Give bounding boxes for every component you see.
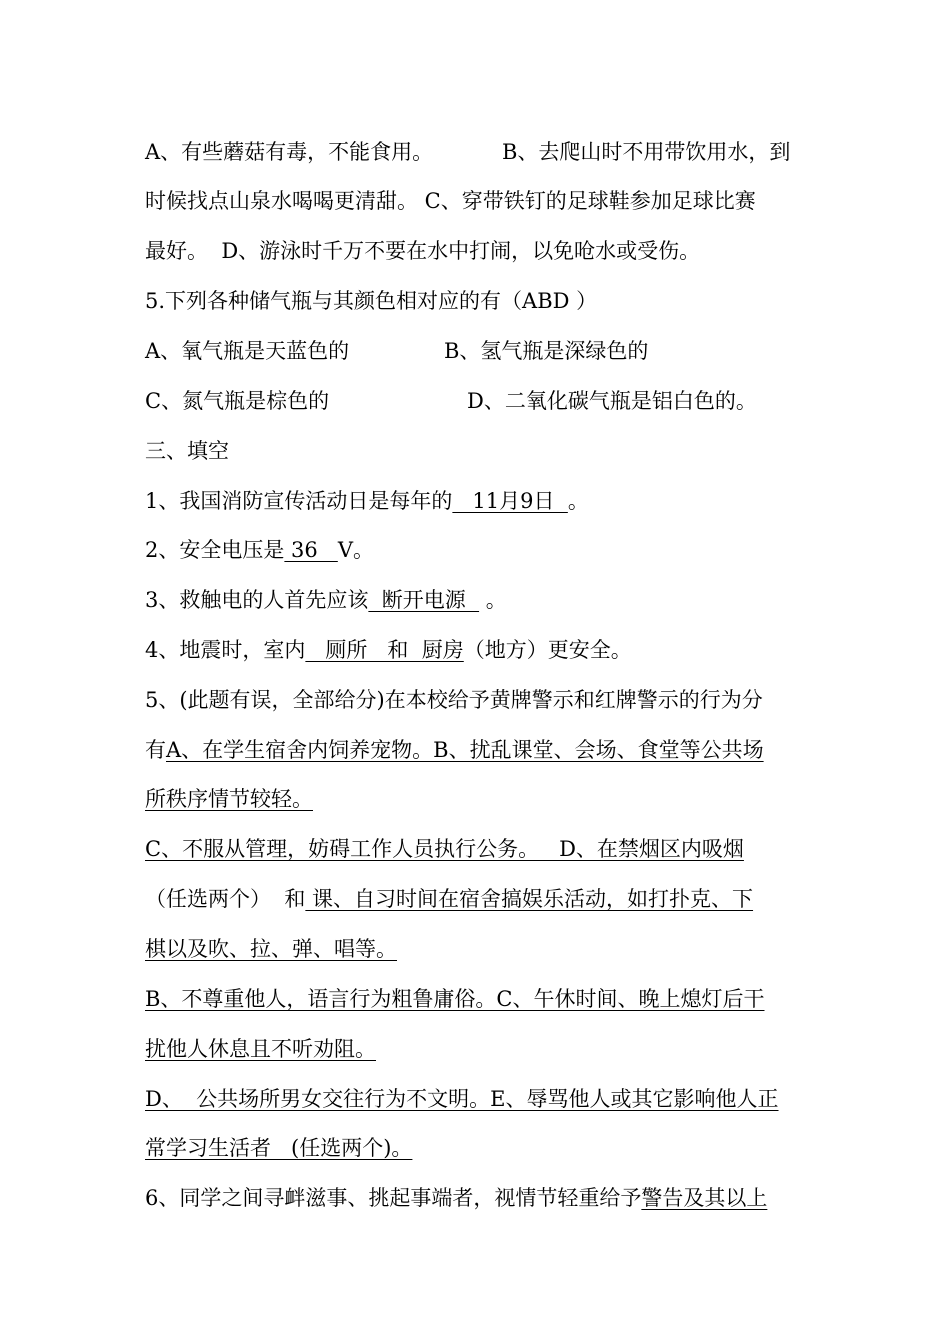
answer-text: 所秩序情节较轻。 xyxy=(145,787,313,811)
fill-blank-line xyxy=(145,585,507,615)
line-text: 。 xyxy=(479,588,507,612)
line-text: 6、同学之间寻衅滋事、挑起事端者，视情节轻重给予 xyxy=(145,1186,642,1210)
answer-text: 扰他人休息且不听劝阻。 xyxy=(145,1037,376,1061)
answer-text: D、 公共场所男女交往行为不文明。E、辱骂他人或其它影响他人正 xyxy=(145,1087,779,1111)
text-line xyxy=(145,236,700,266)
answer-text: B、不尊重他人，语言行为粗鲁庸俗。C、午休时间、晚上熄灯后干 xyxy=(145,987,765,1011)
answer-text: 断开电源 xyxy=(368,588,480,612)
text-line xyxy=(145,137,433,167)
answer-text: A、在学生宿舍内饲养宠物。B、扰乱课堂、会场、食堂等公共场 xyxy=(166,738,764,762)
fill-blank-line xyxy=(145,535,374,565)
fill-blank-line xyxy=(145,884,753,914)
fill-blank-line xyxy=(145,1034,376,1064)
fill-blank-line xyxy=(145,1133,412,1163)
line-text: （地方）更安全。 xyxy=(463,638,632,662)
line-text: 2、安全电压是 xyxy=(145,538,285,562)
line-text: 1、我国消防宣传活动日是每年的 xyxy=(145,489,453,513)
line-text: 时候找点山泉水喝喝更清甜。 C、穿带铁钉的足球鞋参加足球比赛 xyxy=(145,189,756,213)
line-text: V。 xyxy=(337,538,374,562)
fill-blank-line xyxy=(145,834,744,864)
fill-blank-line xyxy=(145,735,764,765)
answer-text: 常学习生活者 (任选两个)。 xyxy=(145,1136,413,1160)
line-text: C、氮气瓶是棕色的 xyxy=(145,389,330,413)
line-text: 。 xyxy=(567,489,589,513)
line-text: 5.下列各种储气瓶与其颜色相对应的有（ABD ） xyxy=(145,289,598,313)
fill-blank-line xyxy=(145,1183,767,1213)
line-text: 5、(此题有误，全部给分)在本校给予黄牌警示和红牌警示的行为分 xyxy=(145,688,763,712)
fill-blank-line xyxy=(145,486,589,516)
text-line xyxy=(145,386,329,416)
fill-blank-line xyxy=(145,934,397,964)
line-text: 3、救触电的人首先应该 xyxy=(145,588,369,612)
section-heading xyxy=(145,436,229,466)
answer-text: 课、自习时间在宿舍搞娱乐活动，如打扑克、下 xyxy=(305,887,754,911)
text-line xyxy=(145,186,756,216)
question-heading xyxy=(145,286,597,316)
fill-blank-line xyxy=(145,635,632,665)
line-text: 三、填空 xyxy=(145,439,229,463)
text-line-right: B、去爬山时不用带饮用水，到 xyxy=(502,140,791,164)
answer-text: C、不服从管理，妨碍工作人员执行公务。 D、在禁烟区内吸烟 xyxy=(145,837,744,861)
line-text: A、氧气瓶是天蓝色的 xyxy=(145,339,350,363)
answer-text: 厕所 和 厨房 xyxy=(305,638,464,662)
text-line-right: B、氢气瓶是深绿色的 xyxy=(444,339,649,363)
text-line xyxy=(145,336,349,366)
answer-text: 警告及其以上 xyxy=(641,1186,768,1210)
answer-text: 棋以及吹、拉、弹、唱等。 xyxy=(145,937,397,961)
fill-blank-line xyxy=(145,1084,779,1114)
line-text: 4、地震时，室内 xyxy=(145,638,306,662)
fill-blank-line xyxy=(145,685,763,715)
line-text: 最好。 D、游泳时千万不要在水中打闹，以免呛水或受伤。 xyxy=(145,239,701,263)
line-text: 有 xyxy=(145,738,166,762)
answer-text: 36 xyxy=(284,538,338,562)
fill-blank-line xyxy=(145,984,765,1014)
line-text: A、有些蘑菇有毒，不能食用。 xyxy=(145,140,434,164)
line-text: （任选两个） 和 xyxy=(145,887,306,911)
answer-text: 11月9日 xyxy=(452,489,568,513)
fill-blank-line xyxy=(145,784,313,814)
text-line-right: D、二氧化碳气瓶是铝白色的。 xyxy=(467,389,757,413)
